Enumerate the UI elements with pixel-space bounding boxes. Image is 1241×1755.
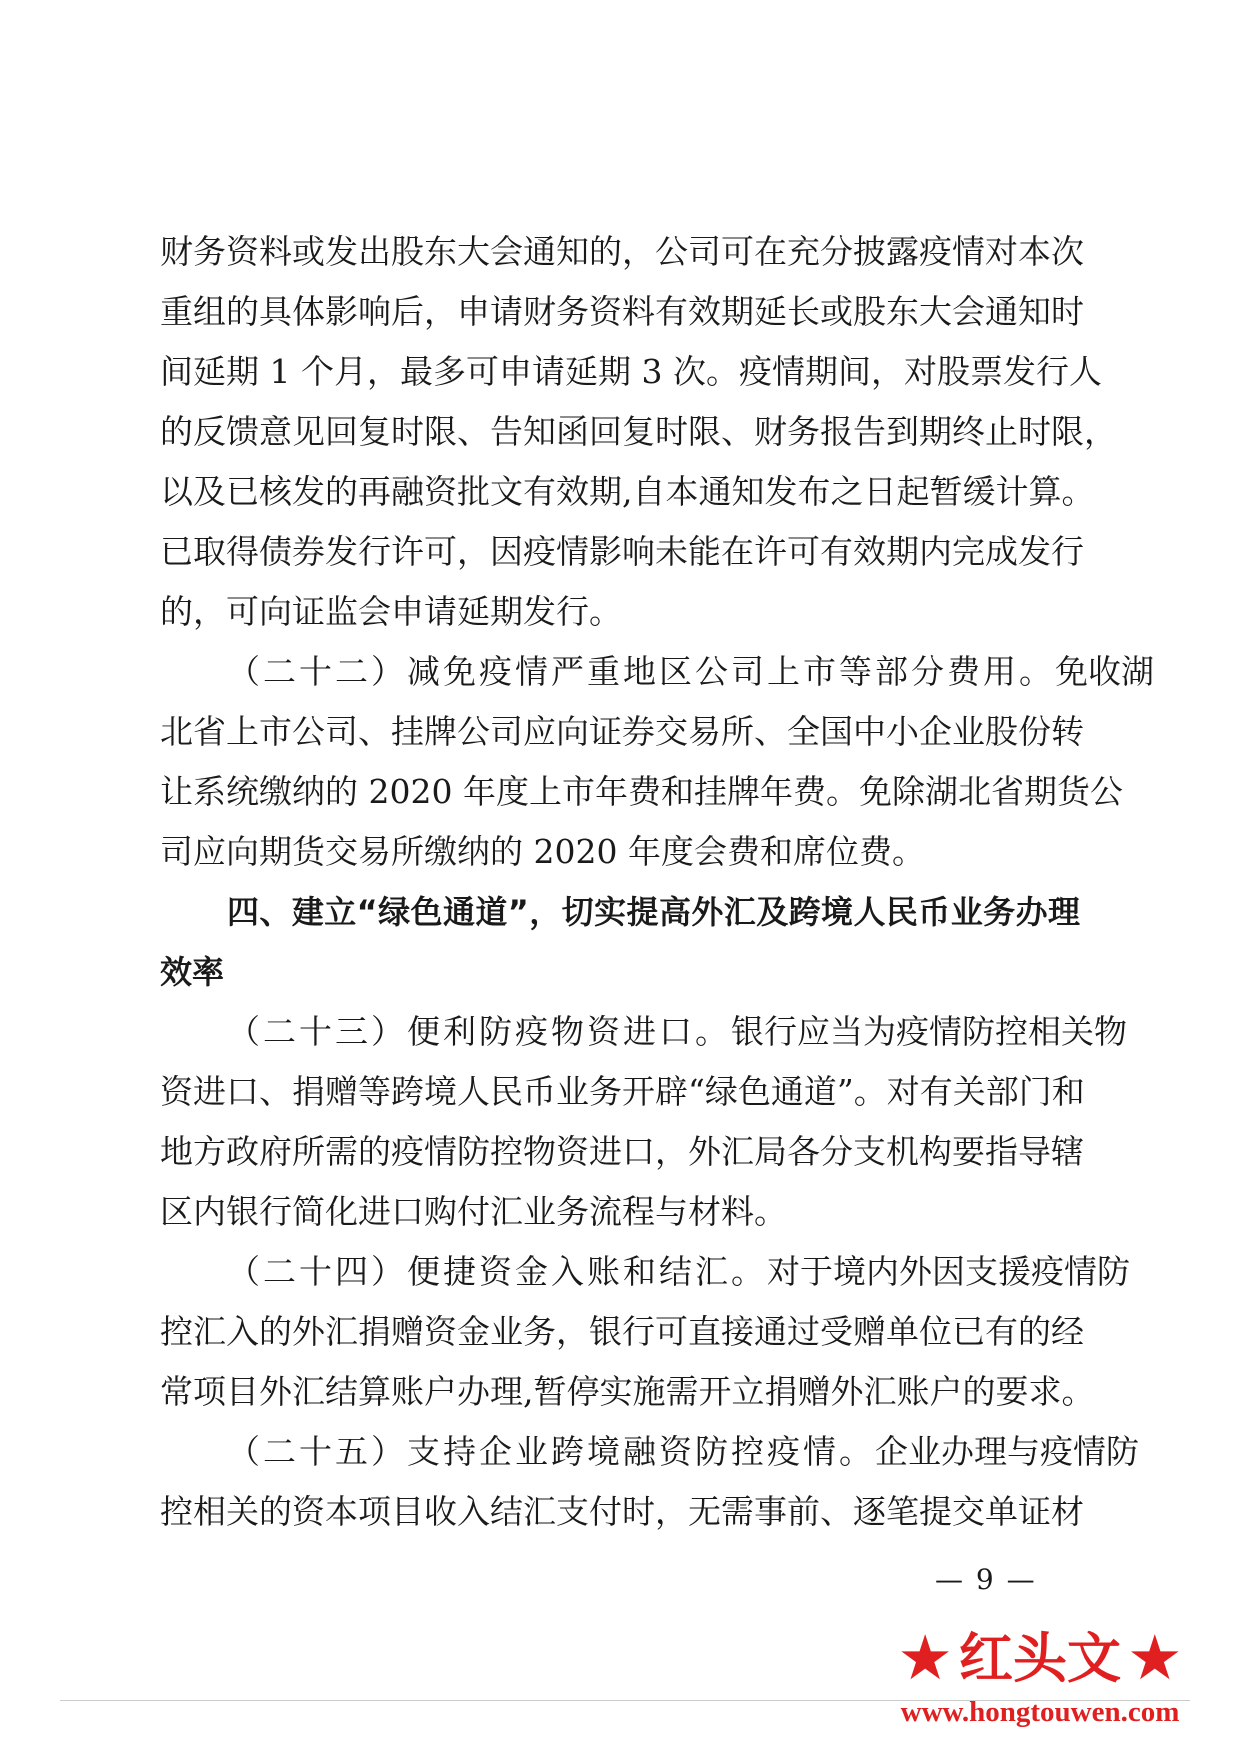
section-25-title: （二十五）支持企业跨境融资防控疫情。: [227, 1432, 875, 1471]
body-line: 的，可向证监会申请延期发行。: [160, 592, 622, 631]
body-line: 重组的具体影响后，申请财务资料有效期延长或股东大会通知时: [160, 292, 1084, 331]
body-line: 地方政府所需的疫情防控物资进口，外汇局各分支机构要指导辖: [160, 1132, 1084, 1171]
star-icon: ★: [897, 1621, 953, 1694]
body-line: 让系统缴纳的 2020 年度上市年费和挂牌年费。免除湖北省期货公: [160, 772, 1123, 811]
section-heading-4-cont: 效率: [160, 953, 225, 991]
document-body: [160, 222, 1154, 1542]
body-line: 控相关的资本项目收入结汇支付时，无需事前、逐笔提交单证材: [160, 1492, 1084, 1531]
section-25-text: 企业办理与疫情防: [875, 1432, 1139, 1471]
section-25-first-line: [160, 1422, 1139, 1482]
body-line: 北省上市公司、挂牌公司应向证券交易所、全国中小企业股份转: [160, 712, 1084, 751]
star-icon: ★: [1127, 1621, 1183, 1694]
section-23-first-line: [160, 1002, 1127, 1062]
body-line: 区内银行简化进口购付汇业务流程与材料。: [160, 1192, 787, 1231]
body-line: 的反馈意见回复时限、告知函回复时限、财务报告到期终止时限，: [160, 412, 1117, 451]
body-line: 控汇入的外汇捐赠资金业务，银行可直接通过受赠单位已有的经: [160, 1312, 1084, 1351]
section-23-text: 银行应当为疫情防控相关物: [731, 1012, 1127, 1051]
section-24-title: （二十四）便捷资金入账和结汇。: [227, 1252, 767, 1291]
body-line: 间延期 1 个月，最多可申请延期 3 次。疫情期间，对股票发行人: [160, 352, 1102, 391]
section-24-first-line: [160, 1242, 1130, 1302]
watermark-title: 红头文: [959, 1626, 1121, 1690]
section-22-text: 免收湖: [1055, 652, 1154, 691]
section-23-title: （二十三）便利防疫物资进口。: [227, 1012, 731, 1051]
page-number: — 9 —: [935, 1563, 1037, 1596]
body-line: 资进口、捐赠等跨境人民币业务开辟“绿色通道”。对有关部门和: [160, 1072, 1085, 1111]
section-22-title: （二十二）减免疫情严重地区公司上市等部分费用。: [227, 652, 1055, 691]
section-heading-4: 四、建立“绿色通道”，切实提高外汇及跨境人民币业务办理: [227, 893, 1080, 931]
section-24-text: 对于境内外因支援疫情防: [767, 1252, 1130, 1291]
body-line: 常项目外汇结算账户办理,暂停实施需开立捐赠外汇账户的要求。: [160, 1372, 1095, 1411]
body-line: 司应向期货交易所缴纳的 2020 年度会费和席位费。: [160, 832, 925, 871]
watermark-url: www.hongtouwen.com: [900, 1696, 1180, 1728]
body-line: 已取得债券发行许可，因疫情影响未能在许可有效期内完成发行: [160, 532, 1084, 571]
watermark-title-row: [855, 1618, 1225, 1698]
body-line: 以及已核发的再融资批文有效期,自本通知发布之日起暂缓计算。: [160, 472, 1095, 511]
site-watermark: [855, 1618, 1225, 1738]
bottom-divider: [60, 1700, 1190, 1701]
section-22-first-line: [160, 642, 1154, 702]
body-line: 财务资料或发出股东大会通知的，公司可在充分披露疫情对本次: [160, 232, 1084, 271]
